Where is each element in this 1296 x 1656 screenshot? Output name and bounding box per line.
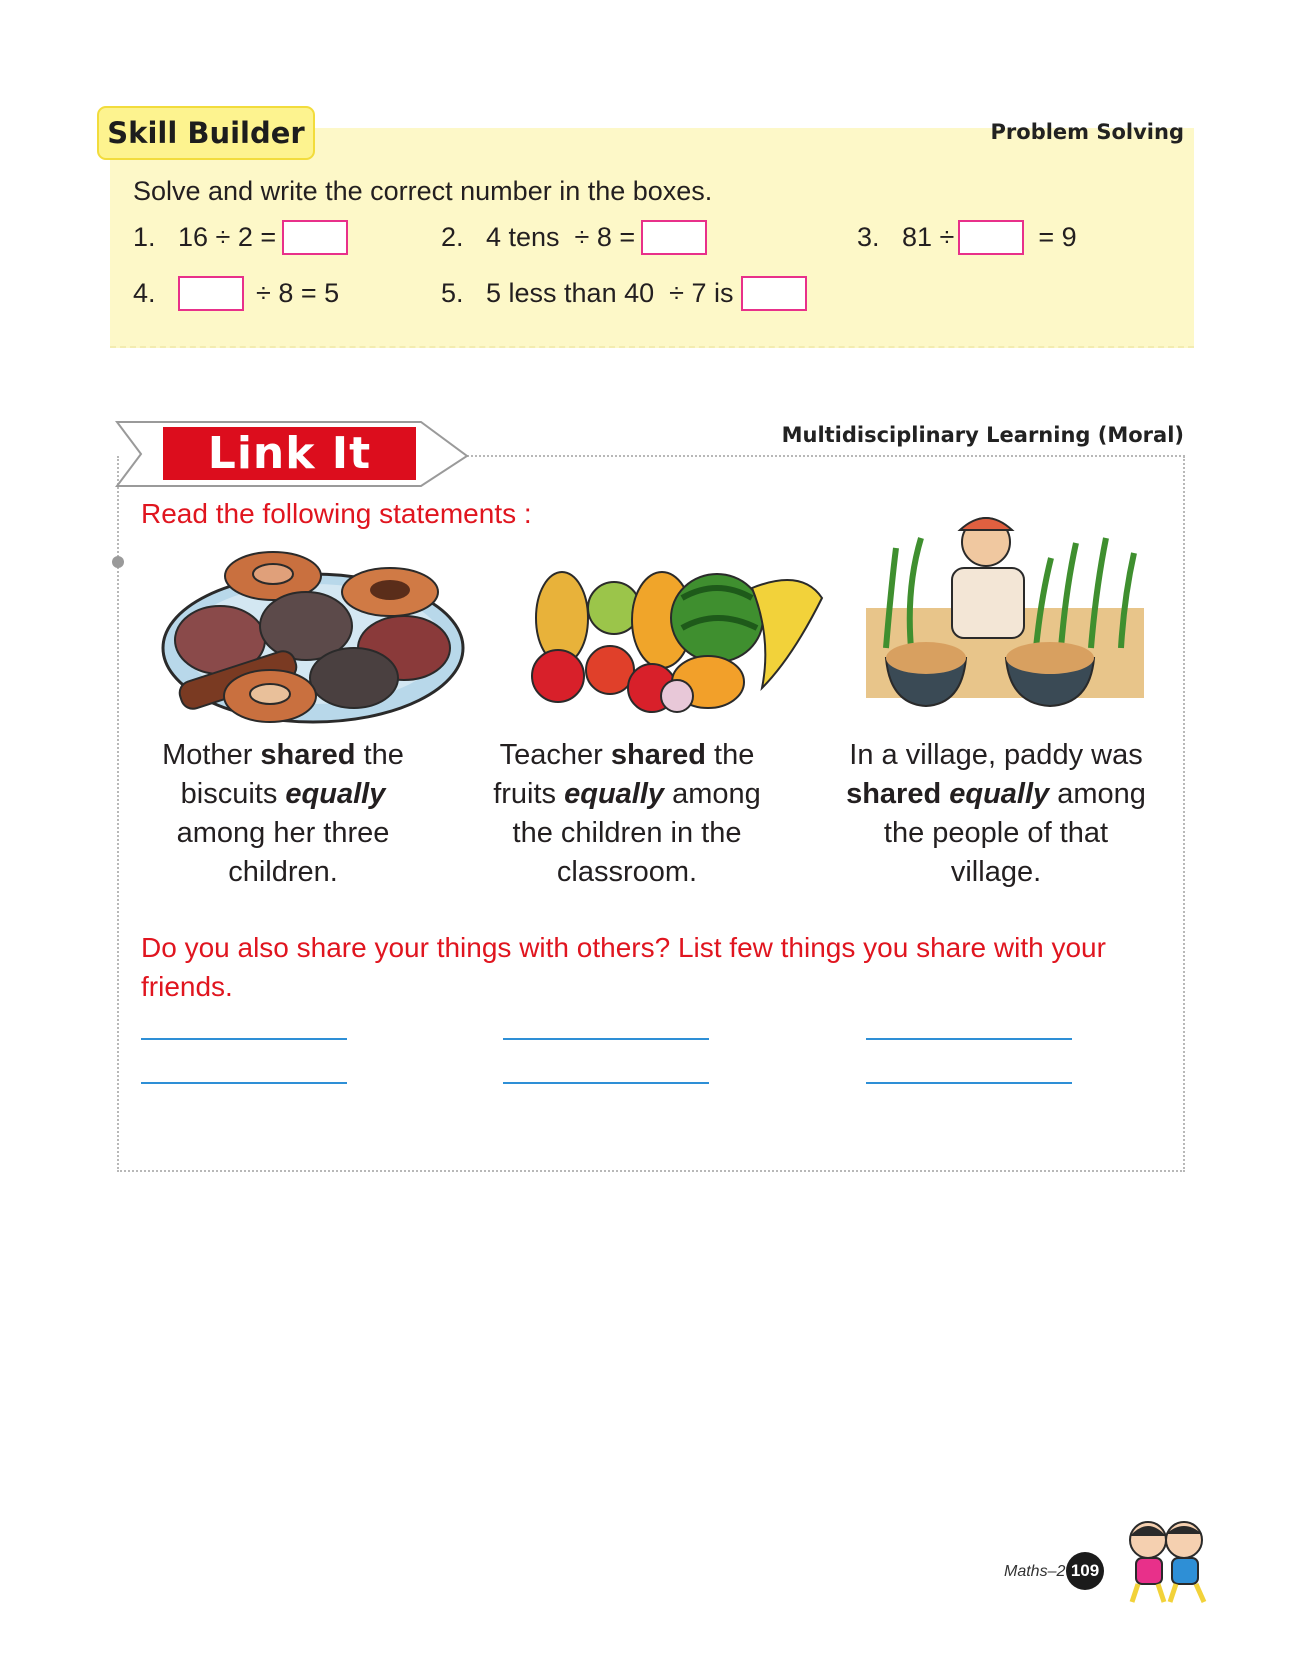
statement-text: among the children in the classroom. — [512, 778, 761, 888]
question-4 — [133, 276, 339, 311]
answer-line[interactable] — [866, 1038, 1072, 1040]
question-1 — [133, 220, 348, 255]
share-question: Do you also share your things with others? List few things you share with your friends. — [141, 932, 1106, 1002]
answer-line[interactable] — [141, 1038, 347, 1040]
question-3 — [857, 220, 1077, 255]
statement-text: Mother — [162, 739, 261, 771]
statement-bold-italic: equally — [949, 778, 1050, 810]
statement-text: Teacher — [499, 739, 611, 771]
question-number: 5. — [441, 278, 464, 308]
biscuits-plate-illustration — [158, 548, 468, 730]
book-title: Maths–2 — [1004, 1563, 1066, 1580]
question-2 — [441, 220, 707, 255]
answer-box[interactable] — [178, 276, 244, 311]
statement-bold-italic: equally — [285, 778, 386, 810]
statement-text: In a village, paddy was — [849, 739, 1143, 771]
question-number: 4. — [133, 278, 156, 308]
statement-text: among the people of that village. — [883, 778, 1146, 888]
skill-builder-category: Problem Solving — [990, 120, 1184, 144]
statement-text: among her three children. — [176, 817, 390, 888]
statement-text: the biscuits — [180, 739, 404, 810]
answer-box[interactable] — [958, 220, 1024, 255]
kids-mascot-illustration — [1114, 1516, 1216, 1608]
page-number: 109 — [1066, 1552, 1104, 1590]
answer-line[interactable] — [503, 1082, 709, 1084]
statement-bold-italic: equally — [564, 778, 665, 810]
bullet-dot — [112, 556, 124, 568]
statement-text: the fruits — [493, 739, 755, 810]
question-5 — [441, 276, 807, 311]
question-number: 1. — [133, 222, 156, 252]
question-number: 2. — [441, 222, 464, 252]
question-number: 3. — [857, 222, 880, 252]
statement-bold: shared — [610, 739, 706, 771]
link-it-category: Multidisciplinary Learning (Moral) — [781, 423, 1184, 447]
question-text-after: = 9 — [1038, 222, 1077, 252]
question-text: 4 tens ÷ 8 = — [486, 222, 636, 252]
answer-line[interactable] — [866, 1082, 1072, 1084]
statement-bold: shared — [260, 739, 356, 771]
answer-box[interactable] — [641, 220, 707, 255]
question-text: 16 ÷ 2 = — [178, 222, 277, 252]
skill-builder-instruction: Solve and write the correct number in the boxes. — [133, 176, 713, 206]
answer-box[interactable] — [282, 220, 348, 255]
village-paddy-illustration — [866, 508, 1144, 724]
answer-line[interactable] — [141, 1082, 347, 1084]
statement-2 — [482, 736, 772, 892]
skill-builder-title: Skill Builder — [97, 106, 315, 160]
link-it-title: Link It — [163, 427, 416, 480]
question-text-after: ÷ 8 = 5 — [256, 278, 340, 308]
statement-1 — [138, 736, 428, 892]
read-prompt: Read the following statements : — [141, 498, 532, 529]
answer-line[interactable] — [503, 1038, 709, 1040]
statement-3 — [846, 736, 1146, 892]
statement-bold: shared — [846, 778, 942, 810]
fruits-illustration — [522, 558, 830, 718]
question-text: 5 less than 40 ÷ 7 is — [486, 278, 734, 308]
question-text: 81 ÷ — [902, 222, 955, 252]
answer-box[interactable] — [741, 276, 807, 311]
